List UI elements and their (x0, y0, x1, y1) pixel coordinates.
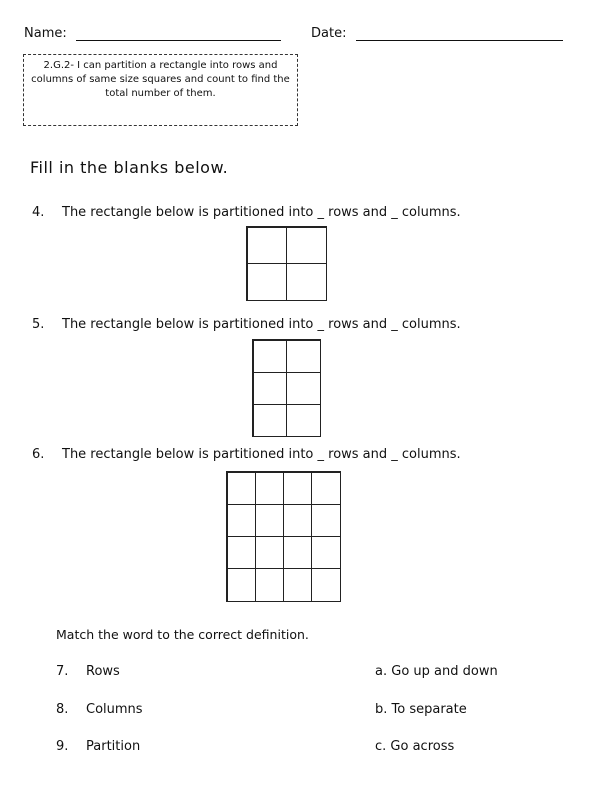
grid-cell (253, 340, 288, 373)
word-label: Rows (86, 664, 120, 679)
grid-cell (227, 504, 256, 537)
objective-text: 2.G.2- I can partition a rectangle into rows and columns of same size squares and count to find the total number of them. (31, 60, 290, 99)
match-word-columns[interactable] (56, 702, 143, 717)
definition-label: Go up and down (391, 664, 498, 679)
match-word-rows[interactable] (56, 664, 120, 679)
definition-letter: a. (375, 664, 388, 679)
grid-cell (253, 404, 288, 437)
question-5 (32, 317, 461, 332)
word-label: Columns (86, 702, 143, 717)
word-label: Partition (86, 739, 141, 754)
grid-cell (311, 568, 340, 601)
grid-cell (311, 472, 340, 505)
grid-cell (247, 263, 288, 301)
grid-cell (283, 504, 312, 537)
grid-cell (227, 472, 256, 505)
question-number: 4. (32, 205, 45, 220)
grid-cell (255, 504, 284, 537)
objective-box (23, 54, 298, 126)
match-definition-b[interactable] (375, 702, 467, 717)
grid-cell (311, 536, 340, 569)
definition-label: To separate (391, 702, 467, 717)
grid-cell (253, 372, 288, 405)
question-text: The rectangle below is partitioned into _ rows and _ columns. (62, 205, 461, 220)
definition-letter: c. (375, 739, 387, 754)
question-text: The rectangle below is partitioned into _ rows and _ columns. (62, 317, 461, 332)
date-field[interactable] (356, 40, 563, 41)
grid-cell (286, 372, 321, 405)
word-number: 7. (56, 664, 69, 679)
word-number: 9. (56, 739, 69, 754)
grid-cell (283, 536, 312, 569)
grid-cell (286, 340, 321, 373)
match-definition-c[interactable] (375, 739, 454, 754)
match-definition-a[interactable] (375, 664, 498, 679)
question-4 (32, 205, 461, 220)
grid-cell (286, 404, 321, 437)
question-number: 6. (32, 447, 45, 462)
question-text: The rectangle below is partitioned into _ rows and _ columns. (62, 447, 461, 462)
question-number: 5. (32, 317, 45, 332)
grid-cell (286, 263, 327, 301)
grid-cell (283, 472, 312, 505)
grid-cell (247, 227, 288, 265)
section-title: Fill in the blanks below. (30, 158, 229, 177)
rectangle-grid (252, 339, 321, 437)
grid-cell (227, 536, 256, 569)
match-word-partition[interactable] (56, 739, 140, 754)
rectangle-grid (246, 226, 327, 301)
matching-title: Match the word to the correct definition. (56, 627, 309, 642)
grid-cell (311, 504, 340, 537)
grid-cell (286, 227, 327, 265)
date-label: Date: (311, 26, 347, 41)
definition-letter: b. (375, 702, 388, 717)
rectangle-grid (226, 471, 341, 602)
name-label: Name: (24, 26, 67, 41)
grid-cell (255, 536, 284, 569)
grid-cell (255, 568, 284, 601)
definition-label: Go across (390, 739, 455, 754)
word-number: 8. (56, 702, 69, 717)
name-field[interactable] (76, 40, 281, 41)
question-6 (32, 447, 461, 462)
grid-cell (227, 568, 256, 601)
grid-cell (283, 568, 312, 601)
grid-cell (255, 472, 284, 505)
